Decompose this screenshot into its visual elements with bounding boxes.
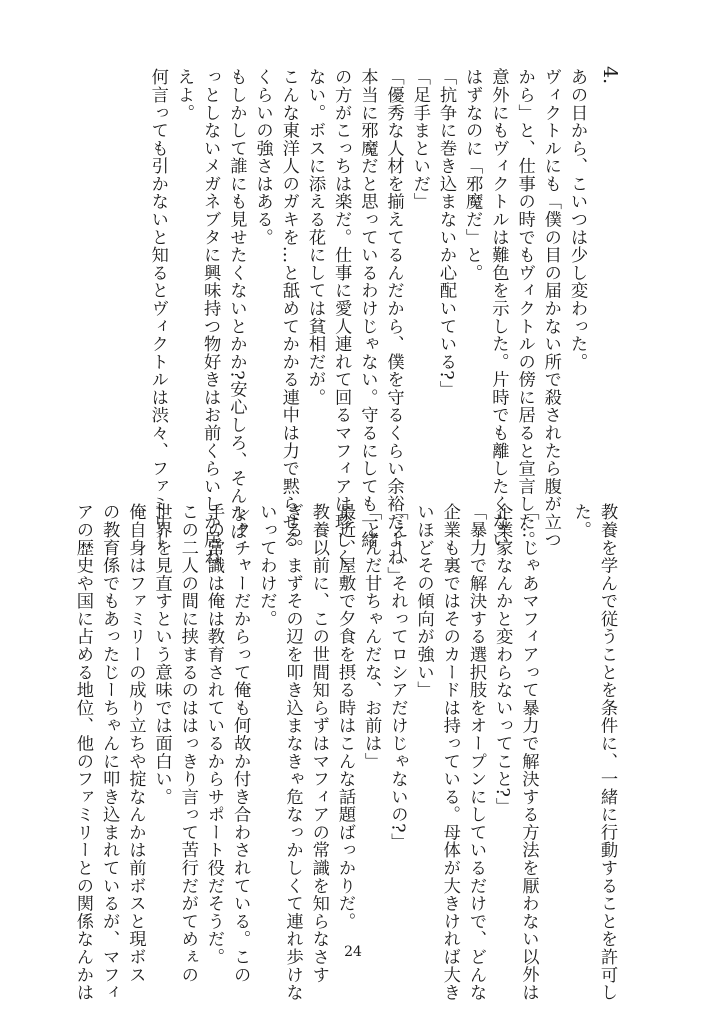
text-line: 最近、屋敷で夕食を摂る時はこんな話題ばっかりだ。 [334, 503, 355, 930]
text-line: 「えー、それってロシアだけじゃないの?」 [387, 503, 408, 851]
text-line: 世界を見直すという意味では面白い。 [151, 503, 172, 806]
text-line: 「とんだ甘ちゃんだな、お前は」 [361, 503, 382, 770]
text-line: 手の常識は俺は教育されているからサポート役だそうだ。 [203, 503, 224, 966]
text-line: 「優秀な人材を揃えてるんだから、僕を守るくらい余裕だよね」 [383, 68, 404, 584]
text-line: 俺自身はファミリーの成り立ちや掟なんかは前ボスと現ボス [125, 503, 146, 984]
text-line: いってわけだ。 [256, 503, 277, 628]
text-line: 意外にもヴィクトルは難色を示した。片時でも離したくない [488, 68, 509, 549]
text-line: 企業も裏ではそのカードは持っている。母体が大きければ大き [439, 503, 460, 1002]
text-line: っとしないメガネブタに興味持つ物好きはお前くらいしか居ね [200, 68, 221, 567]
page-number: 24 [344, 944, 362, 960]
text-line: はずなのに「邪魔だ」と。 [462, 68, 483, 282]
text-line: えよ。 [173, 68, 194, 122]
text-line: レクチャーだからって俺も何故か付き合わされている。この [230, 503, 251, 984]
text-line: 「足手まといだ」 [409, 68, 430, 211]
text-line: 教養以前に、この世間知らずはマフィアの常識を知らなさす [308, 503, 329, 984]
text-line: あの日から、こいつは少し変わった。 [567, 68, 587, 371]
text-line: こんな東洋人のガキを…と舐めてかかる連中は力で黙らせる [278, 68, 299, 549]
text-line: た。 [570, 503, 591, 539]
text-line: 企業家なんかと変わらないってこと?」 [492, 503, 513, 816]
text-line: ぎる。まずその辺を叩き込まなきゃ危なっかしくて連れ歩けな [282, 503, 303, 1002]
text-line: アの歴史や国に占める地位、他のファミリーとの関係なんかは [72, 503, 93, 1002]
chapter-number: 4. [599, 66, 621, 85]
text-line [541, 503, 567, 923]
text-line: くらいの強さはある。 [252, 68, 273, 246]
text-line: ヴィクトルにも「僕の目の届かない所で殺されたら腹が立つ [540, 68, 561, 549]
text-line: 本当に邪魔だと思っているわけじゃない。守るにしても一緒 [357, 68, 378, 549]
text-line: 「抗争に巻き込まないか心配いている?」 [435, 68, 456, 398]
text-line: 「暴力で解決する選択肢をオープンにしているだけで、どんな [465, 503, 486, 1002]
text-line: いほどその傾向が強い」 [413, 503, 434, 699]
text-line: 教養を学んで従うことを条件に、一緒に行動することを許可し [597, 503, 617, 1002]
text-line: もしかして誰にも見せたくないとかか?安心しろ、そんなぱ [226, 68, 247, 541]
text-line: この二人の間に挟まるのははっきり言って苦行だがてめぇの [177, 503, 198, 984]
text-line: 「…じゃあマフィアって暴力で解決する方法を厭わない以外は [518, 503, 539, 1002]
text-line: の教育係でもあったじーちゃんに叩き込まれているが、マフィ [99, 503, 120, 1002]
text-line: 何言っても引かないと知るとヴィクトルは渋々、ファミリー [147, 68, 168, 549]
text-line: ない。ボスに添える花にしては貧相だが。 [304, 68, 325, 407]
text-line: から」と、仕事の時でもヴィクトルの傍に居ると宣言した。 [514, 68, 535, 549]
text-line: の方がこっちは楽だ。仕事に愛人連れて回るマフィアは珍しく [331, 68, 352, 567]
